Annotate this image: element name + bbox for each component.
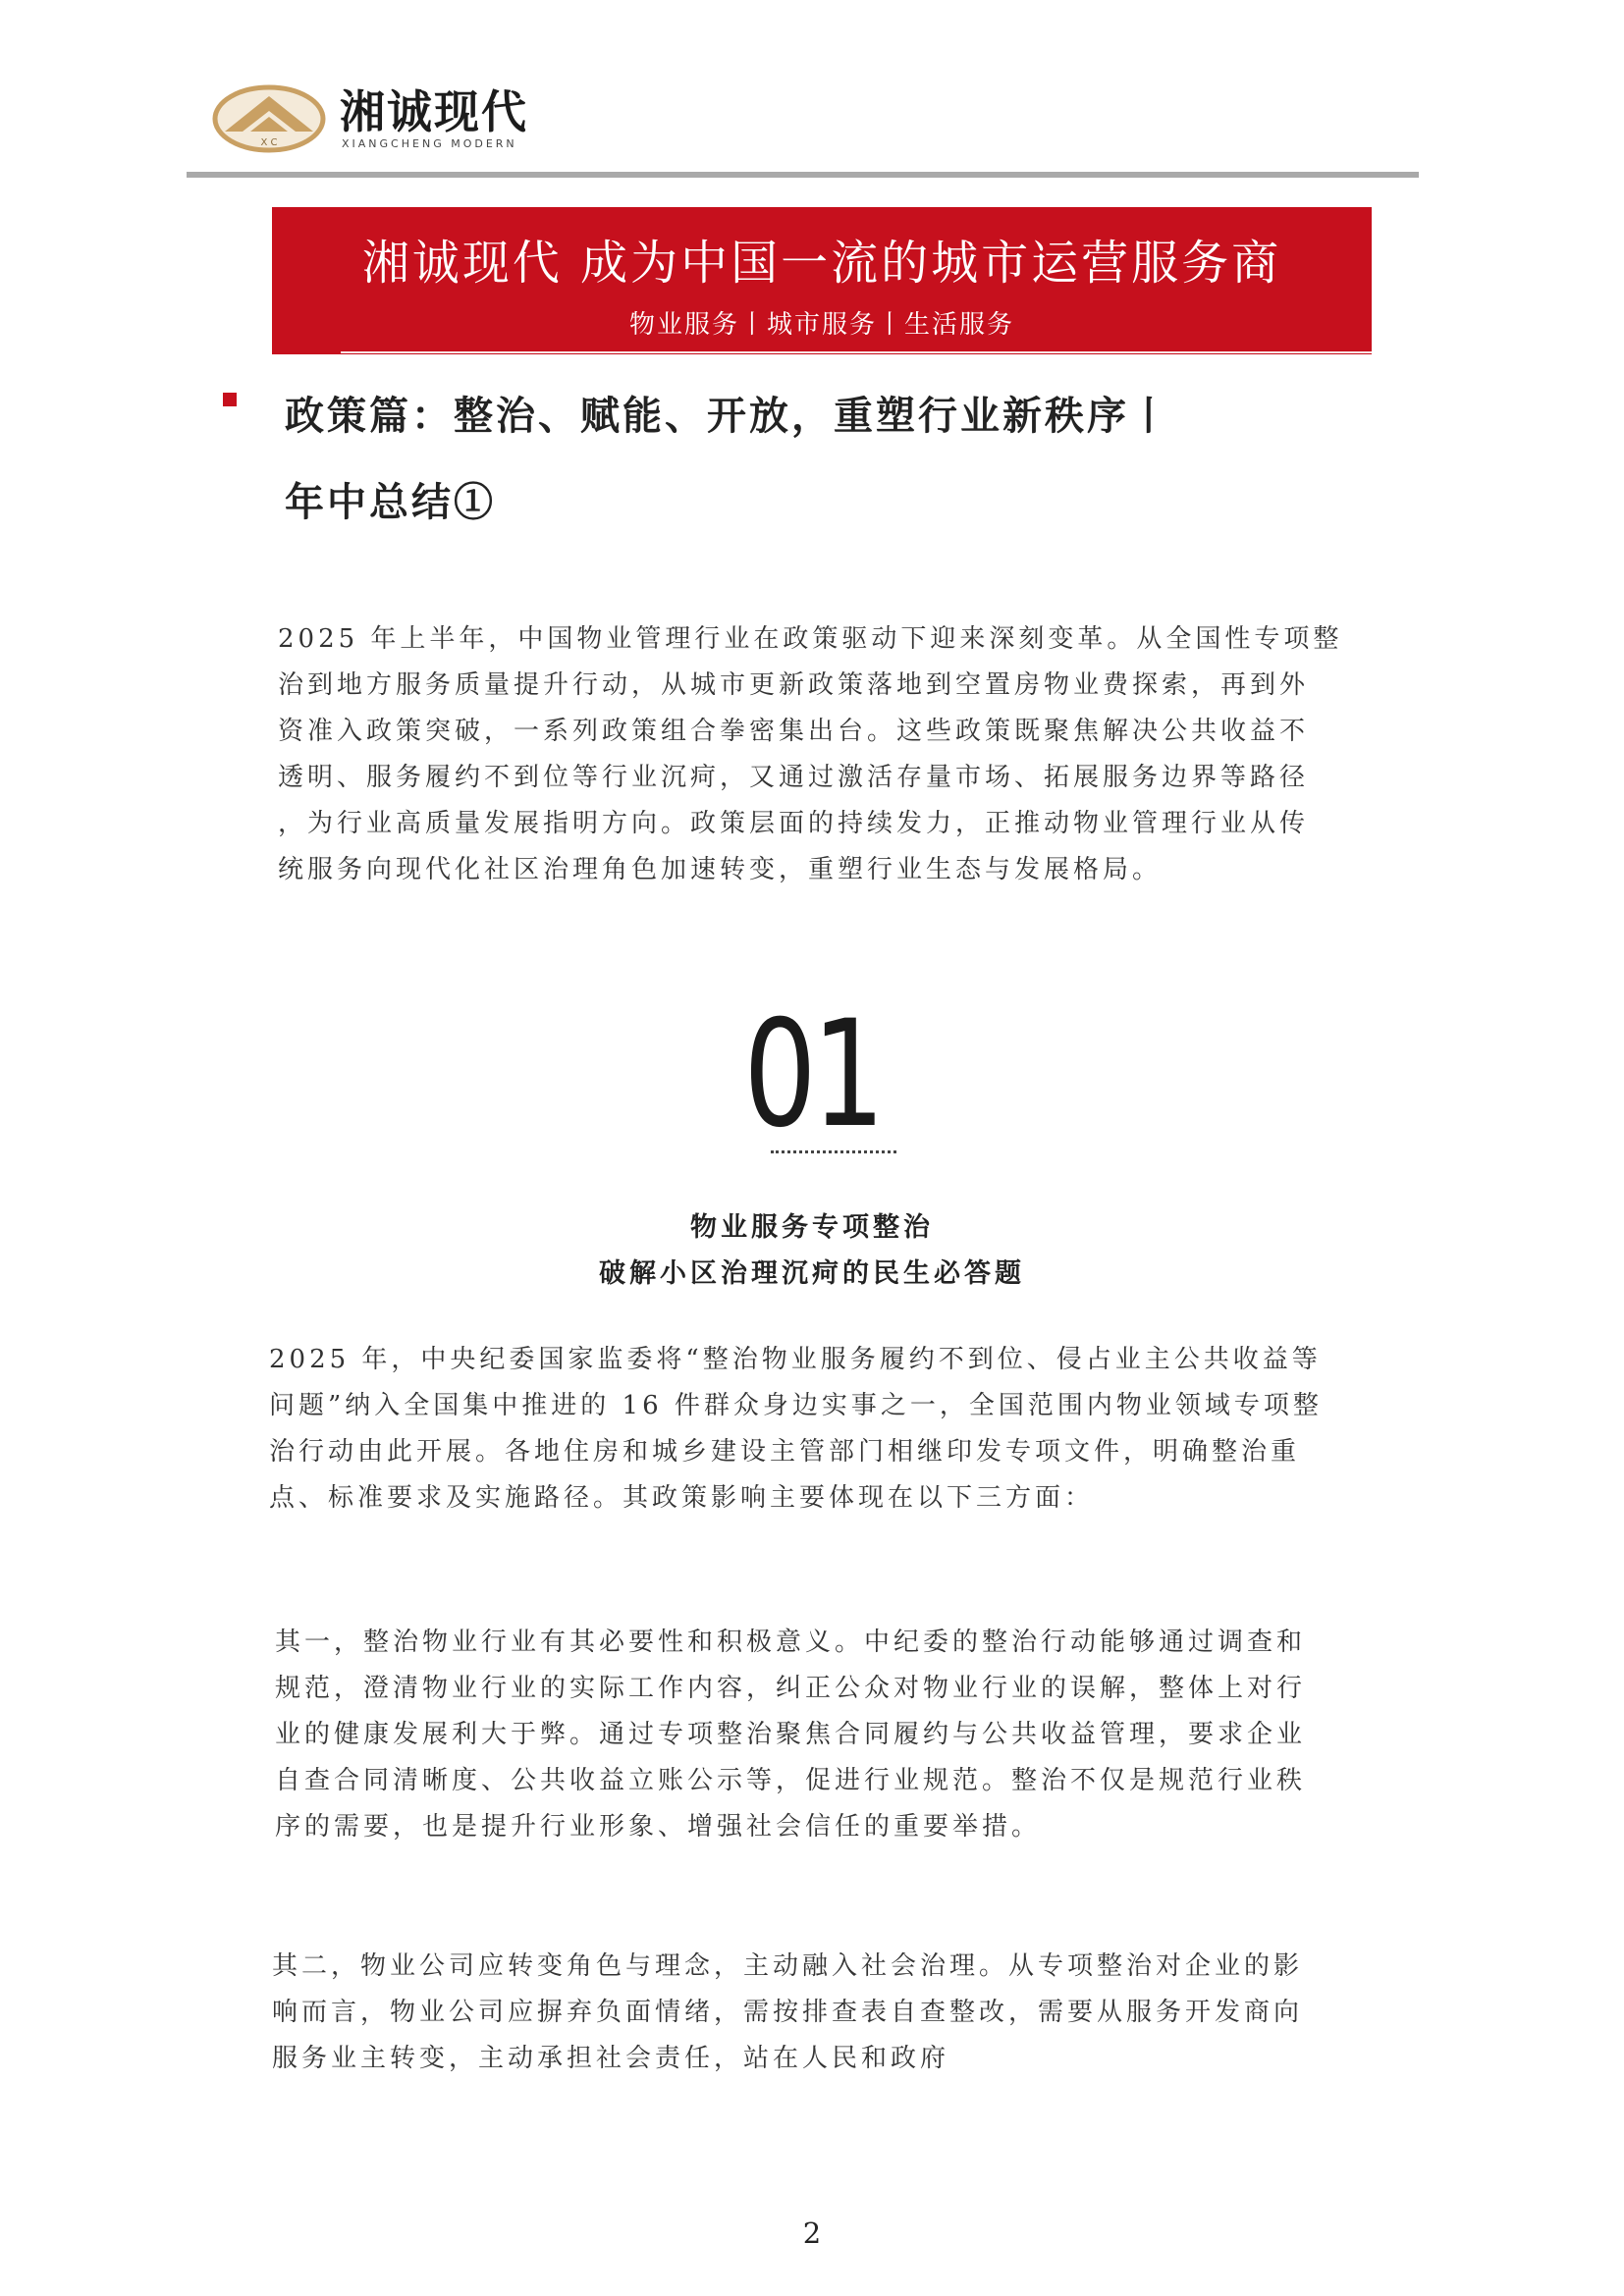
banner-subtitle: 物业服务丨城市服务丨生活服务 — [628, 310, 1014, 340]
paragraph-line: 自查合同清晰度、公共收益立账公示等，促进行业规范。整治不仅是规范行业秩 — [275, 1766, 1307, 1795]
intro-paragraph — [278, 616, 1368, 893]
section-title-line1: 物业服务专项整治 — [690, 1212, 934, 1243]
paragraph-line: 规范，澄清物业行业的实际工作内容，纠正公众对物业行业的误解，整体上对行 — [275, 1674, 1307, 1703]
paragraph-line: 资准入政策突破，一系列政策组合拳密集出台。这些政策既聚焦解决公共收益不 — [278, 717, 1310, 746]
slogan-banner — [272, 207, 1372, 354]
section-title-line2: 破解小区治理沉疴的民生必答题 — [599, 1258, 1025, 1289]
paragraph-line: 问题”纳入全国集中推进的 16 件群众身边实事之一，全国范围内物业领域专项整 — [269, 1391, 1323, 1420]
paragraph-line: 点、标准要求及实施路径。其政策影响主要体现在以下三方面： — [269, 1483, 1095, 1513]
paragraph-line: 治行动由此开展。各地住房和城乡建设主管部门相继印发专项文件，明确整治重 — [269, 1437, 1301, 1467]
paragraph-line: 响而言，物业公司应摒弃负面情绪，需按排查表自查整改，需要从服务开发商向 — [272, 1998, 1304, 2027]
paragraph-line: 透明、服务履约不到位等行业沉疴，又通过激活存量市场、拓展服务边界等路径 — [278, 763, 1310, 792]
paragraph-line: 业的健康发展利大于弊。通过专项整治聚焦合同履约与公共收益管理，要求企业 — [275, 1720, 1307, 1749]
section-paragraph-2 — [275, 1620, 1370, 1850]
banner-title: 湘诚现代 成为中国一流的城市运营服务商 — [361, 236, 1282, 291]
paragraph-line: 2025 年，中央纪委国家监委将“整治物业服务履约不到位、侵占业主公共收益等 — [269, 1345, 1322, 1374]
logo-title: 湘诚现代 — [340, 85, 528, 138]
banner-underline — [341, 351, 1372, 353]
paragraph-line: 其二，物业公司应转变角色与理念，主动融入社会治理。从专项整治对企业的影 — [272, 1951, 1304, 1981]
paragraph-line: ，为行业高质量发展指明方向。政策层面的持续发力，正推动物业管理行业从传 — [278, 809, 1310, 838]
header-divider — [187, 172, 1419, 178]
paragraph-line: 服务业主转变，主动承担社会责任，站在人民和政府 — [272, 2044, 950, 2073]
paragraph-line: 序的需要，也是提升行业形象、增强社会信任的重要举措。 — [275, 1812, 1042, 1842]
logo-mark-letters: X C — [260, 137, 278, 148]
paragraph-line: 治到地方服务质量提升行动，从城市更新政策落地到空置房物业费探索，再到外 — [278, 670, 1310, 700]
article-title-line1: 政策篇：整治、赋能、开放，重塑行业新秩序丨 — [285, 393, 1171, 439]
logo-subtitle: XIANGCHENG MODERN — [342, 137, 517, 150]
section-paragraph-1 — [269, 1337, 1369, 1522]
section-number-underline — [771, 1150, 896, 1153]
paragraph-line: 统服务向现代化社区治理角色加速转变，重塑行业生态与发展格局。 — [278, 855, 1163, 884]
page-number: 2 — [802, 2216, 822, 2250]
paragraph-line: 2025 年上半年，中国物业管理行业在政策驱动下迎来深刻变革。从全国性专项整 — [278, 624, 1343, 654]
logo-mark-icon — [211, 84, 327, 153]
title-bullet-icon — [223, 393, 237, 406]
section-paragraph-3 — [272, 1944, 1370, 2082]
paragraph-line: 其一，整治物业行业有其必要性和积极意义。中纪委的整治行动能够通过调查和 — [275, 1628, 1307, 1657]
article-title-line2: 年中总结① — [285, 479, 496, 525]
section-number: 01 — [743, 989, 881, 1160]
